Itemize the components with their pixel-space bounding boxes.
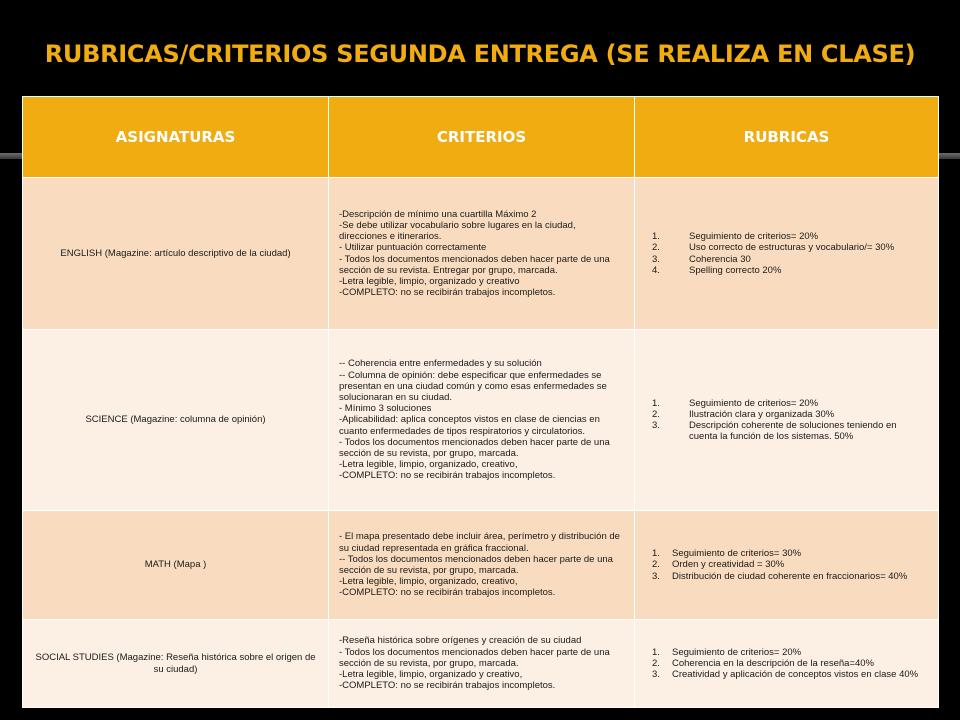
header-rubricas: RUBRICAS (635, 97, 939, 178)
table-row-math (23, 511, 939, 620)
criteria-item: -COMPLETO: no se recibirán trabajos incompletos. (339, 587, 556, 599)
slide-title: RUBRICAS/CRITERIOS SEGUNDA ENTREGA (SE REALIZA EN CLASE) (44, 40, 916, 68)
criteria-item: - Todos los documentos mencionados deben hacer parte de una sección de su revista, por grupo, marcada. (339, 436, 610, 459)
rubric-cell (635, 620, 939, 708)
criteria-item: -Letra legible, limpio, organizado y creativo, (339, 669, 523, 681)
criteria-item: -Descripción de mínimo una cuartilla Máximo 2 (339, 208, 537, 220)
rubric-cell (635, 511, 939, 620)
rubric-table (22, 96, 939, 708)
rubric-list (647, 548, 924, 582)
criteria-item: - Mínimo 3 soluciones (339, 403, 432, 415)
rubric-list (647, 647, 924, 681)
rubric-list (647, 398, 924, 443)
criteria-item: -- Coherencia entre enfermedades y su solución (339, 358, 542, 370)
rubric-item: 2. Ilustración clara y organizada 30% (652, 408, 835, 420)
table-header-row (23, 97, 939, 178)
criteria-cell (329, 330, 635, 511)
rubric-cell (635, 178, 939, 330)
rubric-item: 3. Descripción coherente de soluciones teniendo en cuenta la función de los sistemas. 50% (652, 420, 897, 443)
rubric-item: 3. Distribución de ciudad coherente en fraccionarios= 40% (652, 570, 908, 582)
rubric-item: 2. Uso correcto de estructuras y vocabulario/= 30% (652, 242, 895, 254)
rubric-item: 3. Creatividad y aplicación de conceptos vistos en clase 40% (652, 669, 919, 681)
header-criterios: CRITERIOS (329, 97, 635, 178)
table-row-science (23, 330, 939, 511)
subject-cell: ENGLISH (Magazine: artículo descriptivo de la ciudad) (23, 178, 329, 330)
rubric-item: 3. Coherencia 30 (652, 253, 751, 265)
criteria-item: - Todos los documentos mencionados deben hacer parte de una sección de su revista, por grupo, marcada. (339, 646, 610, 669)
rubric-cell (635, 330, 939, 511)
criteria-item: -COMPLETO: no se recibirán trabajos incompletos. (339, 287, 556, 299)
criteria-item: -- Todos los documentos mencionados deben hacer parte de una sección de su revista, por grupo, marcada. (339, 553, 613, 576)
subject-cell: SCIENCE (Magazine: columna de opinión) (23, 330, 329, 511)
rubric-item: 2. Coherencia en la descripción de la reseña=40% (652, 657, 875, 669)
criteria-item: -COMPLETO: no se recibirán trabajos incompletos. (339, 470, 556, 482)
criteria-item: -Reseña histórica sobre orígenes y creación de su ciudad (339, 635, 582, 647)
criteria-item: - El mapa presentado debe incluir área, perímetro y distribución de su ciudad representada en gráfica fraccional. (339, 531, 620, 554)
rubric-item: 1. Seguimiento de criterios= 20% (652, 231, 819, 243)
table-row-english (23, 178, 939, 330)
rubric-item: 4. Spelling correcto 20% (652, 264, 782, 276)
rubric-item: 1. Seguimiento de criterios= 20% (652, 646, 802, 658)
criteria-item: - Todos los documentos mencionados deben hacer parte de una sección de su revista. Entregar por grupo, marcada. (339, 253, 610, 276)
header-asignaturas: ASIGNATURAS (23, 97, 329, 178)
rubric-item: 2. Orden y creatividad = 30% (652, 559, 785, 571)
criteria-item: - Utilizar puntuación correctamente (339, 242, 487, 254)
rubric-item: 1. Seguimiento de criterios= 30% (652, 548, 802, 560)
criteria-item: -Letra legible, limpio, organizado, creativo, (339, 576, 518, 588)
subject-cell: MATH (Mapa ) (23, 511, 329, 620)
criteria-cell (329, 620, 635, 708)
criteria-item: -Letra legible, limpio, organizado y creativo (339, 275, 520, 287)
table-row-social-studies (23, 620, 939, 708)
criteria-cell (329, 511, 635, 620)
rubric-list (647, 231, 924, 276)
subject-cell: SOCIAL STUDIES (Magazine: Reseña histórica sobre el origen de su ciudad) (23, 620, 329, 708)
rubric-item: 1. Seguimiento de criterios= 20% (652, 397, 819, 409)
criteria-cell (329, 178, 635, 330)
criteria-item: -Aplicabilidad: aplica conceptos vistos en clase de ciencias en cuanto enfermedades de tipos respiratorios y circulatorios. (339, 414, 600, 437)
criteria-item: -COMPLETO: no se recibirán trabajos incompletos. (339, 680, 556, 692)
criteria-item: -- Columna de opinión: debe especificar que enfermedades se presentan en una ciudad común y como esas enfermedades se solucionaran en su ciudad. (339, 369, 607, 403)
criteria-item: -Se debe utilizar vocabulario sobre lugares en la ciudad, direcciones e itinerarios. (339, 219, 576, 243)
criteria-item: -Letra legible, limpio, organizado, creativo, (339, 459, 518, 471)
